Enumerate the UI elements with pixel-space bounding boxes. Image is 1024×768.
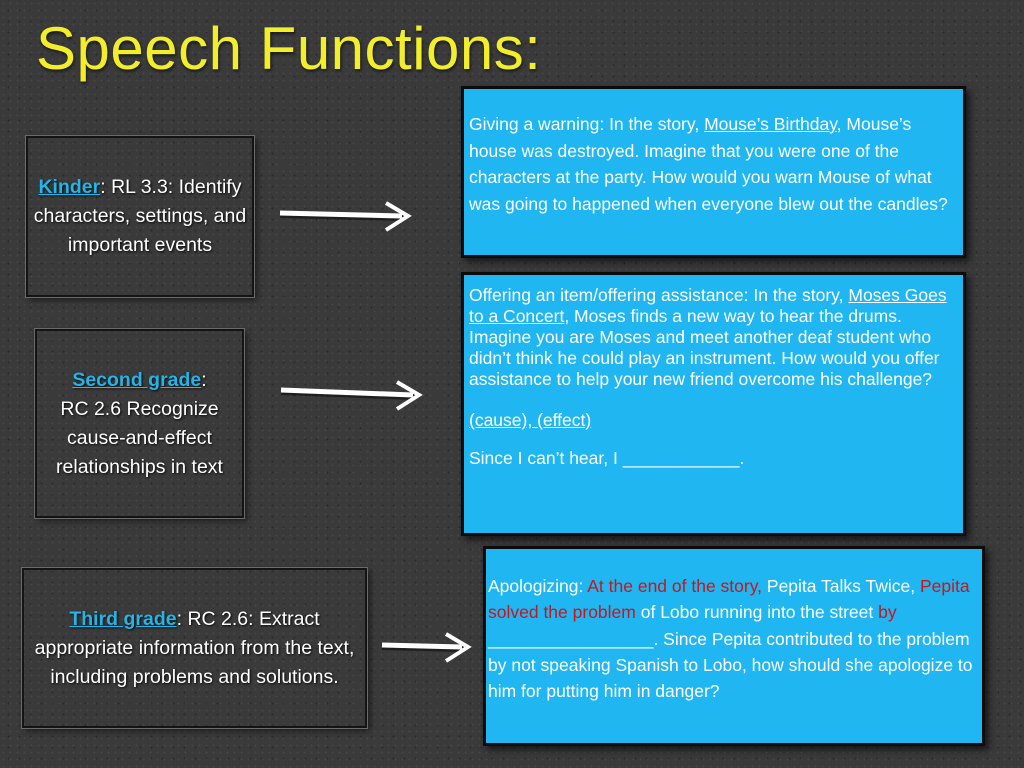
- third-grade-standard-text: Third grade: RC 2.6: Extract appropriate information from the text, including problems and solutions.: [34, 607, 355, 688]
- second-grade-label: Second grade: [72, 368, 202, 391]
- solution-highlight: by: [878, 602, 897, 623]
- kinder-standard-box: [26, 136, 254, 297]
- third-grade-arrow-icon: [380, 630, 480, 670]
- warning-example-box: [461, 86, 966, 258]
- book-title-mouses-birthday: Mouse’s Birthday: [704, 114, 837, 134]
- book-title-moses-goes-to-a-concert: Moses Goes to a Concert: [469, 285, 947, 326]
- apologizing-example-text: Apologizing: At the end of the story, Pepita Talks Twice, Pepita solved the problem of Lobo running into the street by _________________. Since Pepita contributed to the problem by not speaking Spanish to Lobo, how should she apologize to him for putting him in danger?: [488, 576, 973, 702]
- kinder-standard-text: Kinder: RL 3.3: Identify characters, settings, and important events: [33, 176, 247, 256]
- offering-example-box: [461, 272, 966, 536]
- second-grade-standard-text: Second grade: RC 2.6 Recognize cause-and-effect relationships in text: [56, 368, 223, 478]
- second-grade-standard-description: RC 2.6 Recognize cause-and-effect relationships in text: [56, 397, 223, 478]
- slide-title: Speech Functions:: [36, 15, 542, 82]
- apologizing-example-box: [483, 546, 985, 746]
- offering-example-text: Offering an item/offering assistance: In the story, Moses Goes to a Concert, Moses finds a new way to hear the drums. Imagine you are Moses and meet another deaf student who didn’t think he could play an instrument. How would you offer assistance to help your new friend overcome his challenge?: [469, 285, 947, 389]
- sentence-frame: Since I can’t hear, I ____________.: [469, 448, 745, 468]
- warning-example-text: Giving a warning: In the story, Mouse’s Birthday, Mouse’s house was destroyed. Imagine that you were one of the characters at the party. How would you warn Mouse of what was going to happened when everyone blew out the candles?: [469, 114, 948, 214]
- kinder-standard-description: RL 3.3: Identify characters, settings, and important events: [33, 176, 247, 256]
- sentence-frame-highlight: At the end of the story,: [587, 576, 763, 596]
- second-grade-arrow-icon: [279, 378, 429, 418]
- third-grade-label: Third grade: [69, 607, 177, 630]
- kinder-arrow-icon: [278, 199, 418, 239]
- second-grade-standard-box: [35, 329, 244, 518]
- problem-highlight: Pepita solved the problem: [488, 576, 970, 623]
- kinder-grade-label: Kinder: [38, 176, 101, 198]
- third-grade-standard-description: RC 2.6: Extract appropriate information from the text, including problems and solutions.: [34, 607, 355, 688]
- cause-effect-label: (cause), (effect): [469, 410, 592, 430]
- third-grade-standard-box: [22, 568, 367, 728]
